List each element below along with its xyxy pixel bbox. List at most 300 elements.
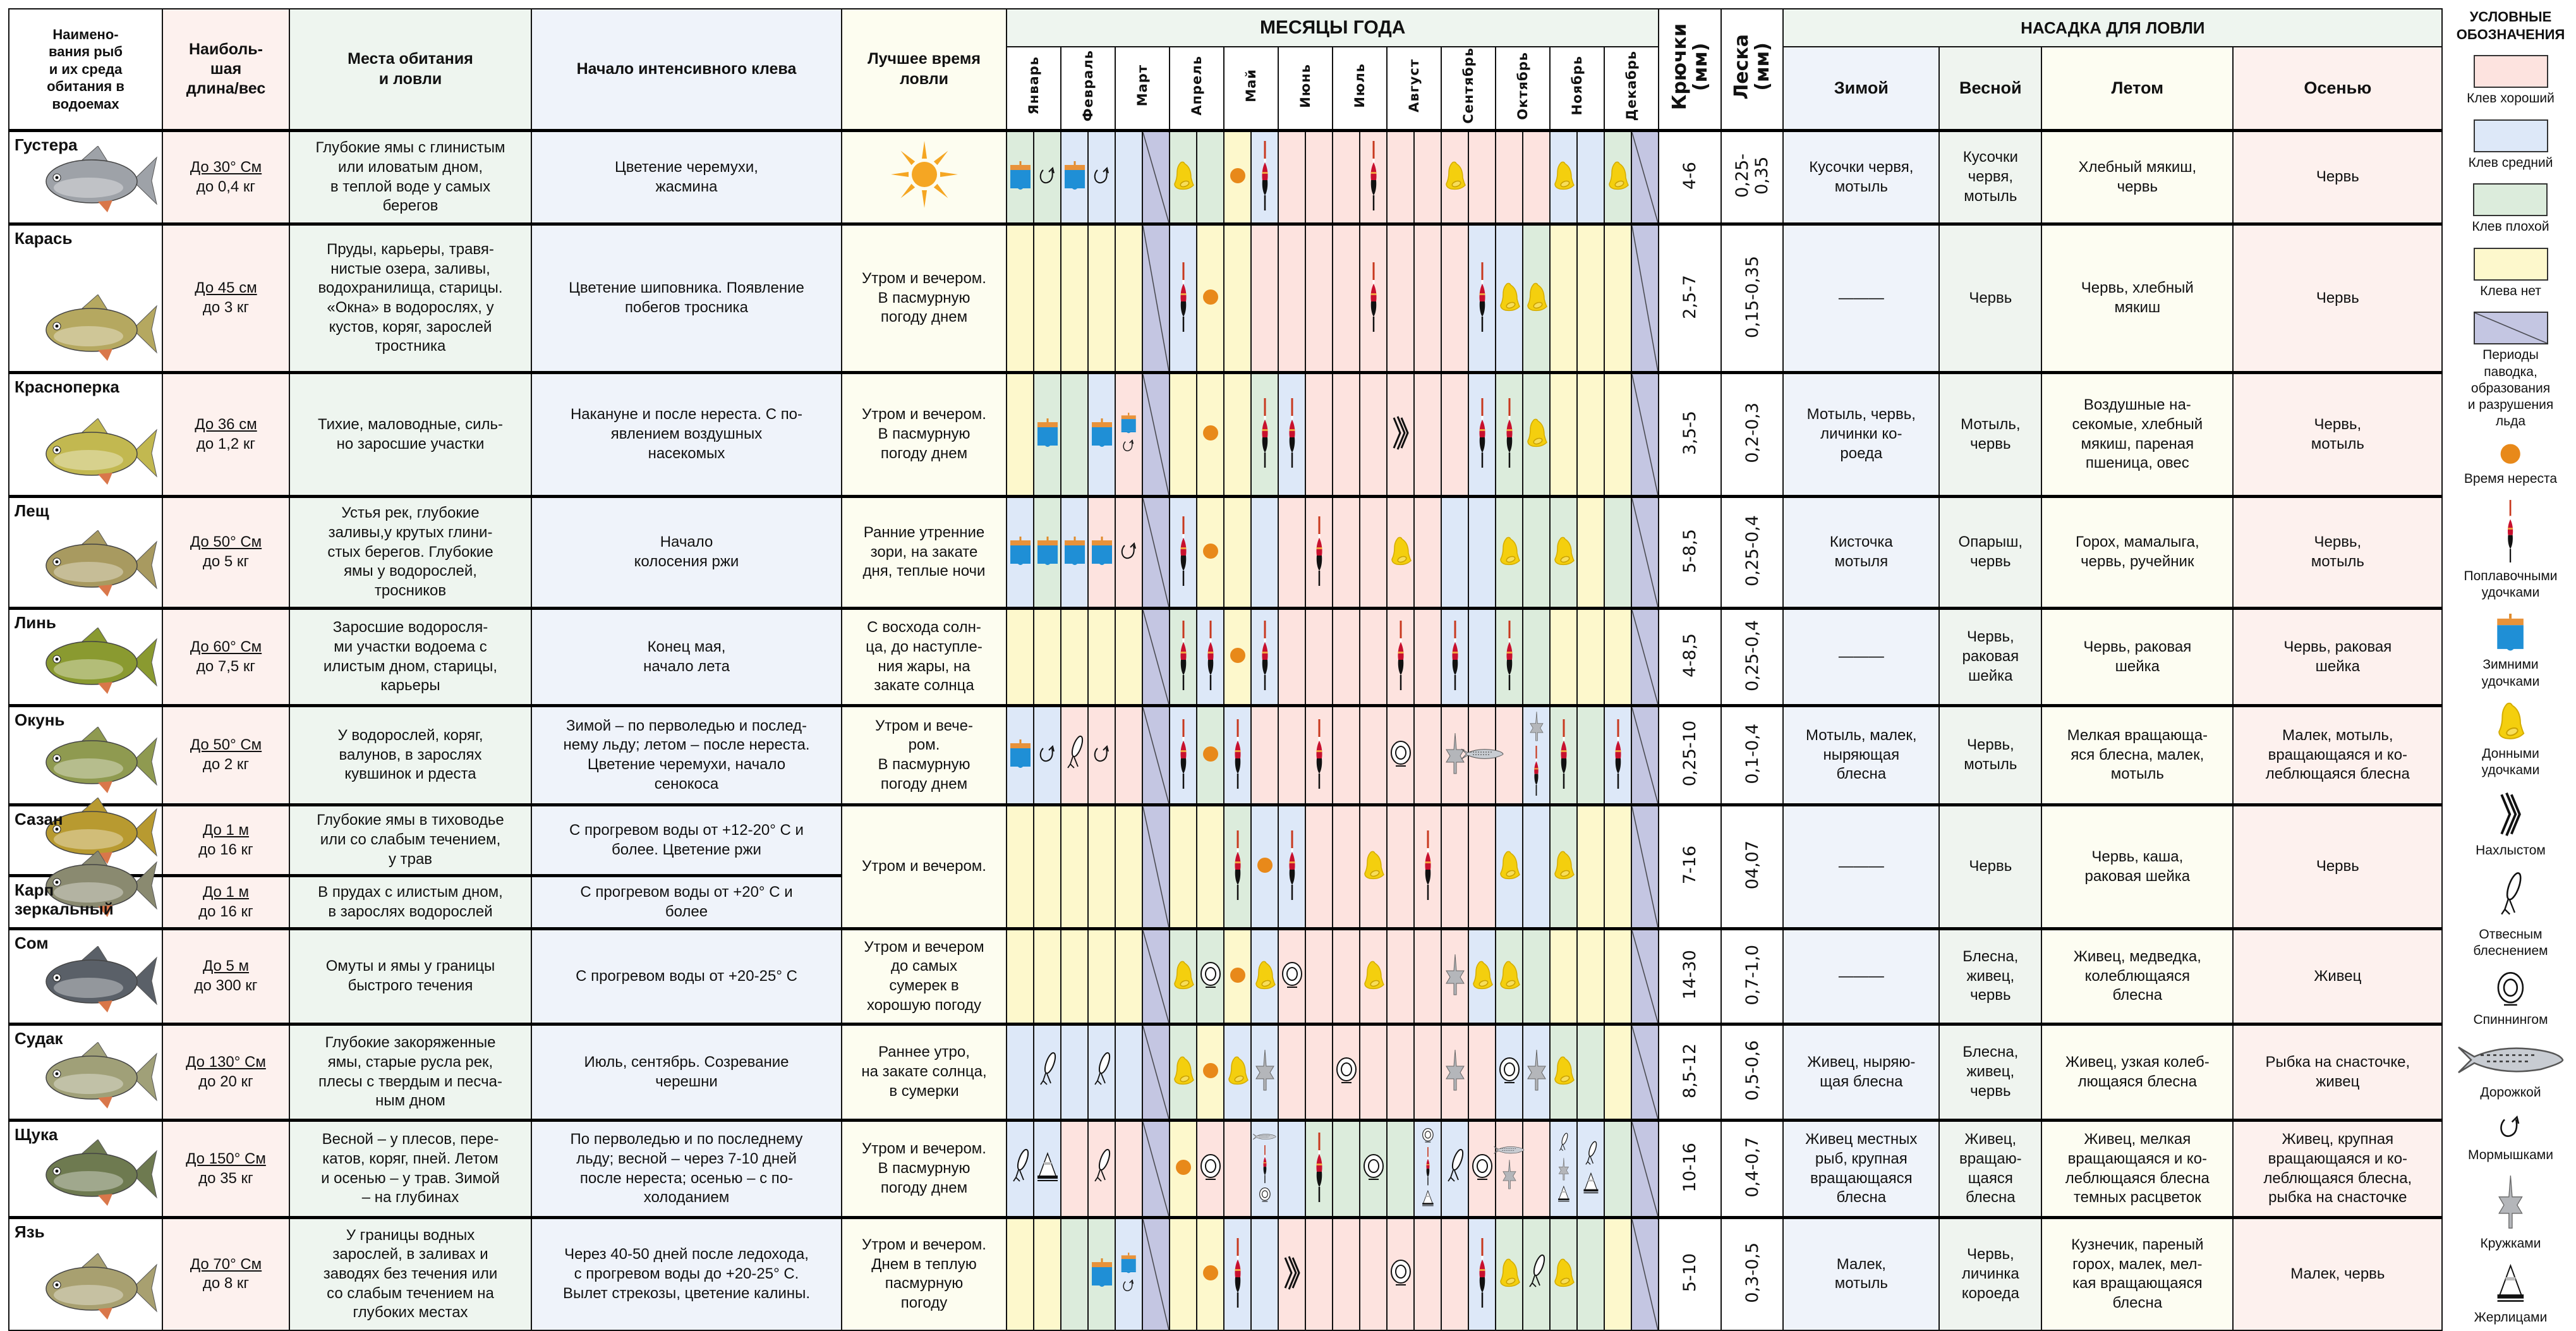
habitat-cell: У границы водных зарослей, в заливах и заводях без течения или со слабым течением на глубоких местах (289, 1218, 531, 1330)
header-hooks-label: Крючки (мм) (1668, 23, 1712, 110)
bite-cell (1577, 373, 1604, 497)
fish-name: Судак (15, 1029, 63, 1048)
spinning-icon (1199, 962, 1222, 992)
float-icon (1425, 1147, 1431, 1189)
bite-cell (1170, 1218, 1197, 1330)
winter-rod-icon (1037, 537, 1058, 569)
fish-name-cell (9, 373, 162, 497)
line-cell (1721, 224, 1783, 373)
header-bait-autumn: Осенью (2233, 47, 2442, 131)
bite-cell (1305, 929, 1333, 1024)
trolling-fish-icon (2455, 1041, 2566, 1082)
bite-cell (1142, 609, 1170, 706)
fish-name: Язь (15, 1222, 45, 1242)
jig-icon (1121, 1278, 1136, 1296)
bite-cell (1468, 609, 1496, 706)
bite-cell (1333, 497, 1360, 609)
bite-cell (1496, 224, 1523, 373)
max-weight: до 300 кг (194, 977, 258, 995)
month-name: Март (1134, 64, 1150, 107)
header-bait-spring: Весной (1939, 47, 2041, 131)
legend-item (2464, 442, 2557, 488)
bite-cell (1170, 1024, 1197, 1121)
bite-cell (1387, 131, 1414, 224)
fish-name: Щука (15, 1125, 58, 1145)
habitat-cell: Омуты и ямы у границы быстрого течения (289, 929, 531, 1024)
line-size: 0,7-1,0 (1742, 944, 1762, 1006)
bite-cell (1007, 1024, 1034, 1121)
best-time-cell: Утром и вечером. (842, 805, 1007, 929)
bite-cell (1414, 805, 1441, 929)
spinning-icon (1389, 741, 1412, 770)
bite-cell (1496, 373, 1523, 497)
bite-cell (1007, 1121, 1034, 1218)
sun-icon (890, 196, 959, 213)
hooks-cell (1659, 497, 1721, 609)
bell-icon (1362, 851, 1385, 883)
bite-cell (1468, 131, 1496, 224)
fish-name: Густера (15, 135, 78, 155)
month-header (1061, 47, 1115, 131)
float-icon (1504, 621, 1515, 693)
bite-cell (1115, 706, 1142, 805)
bell-icon (1607, 161, 1630, 193)
fish-name: Красноперка (15, 377, 119, 397)
bite-cell (1550, 609, 1577, 706)
hooks-size: 5-8,5 (1680, 528, 1700, 573)
bite-cell (1034, 706, 1061, 805)
fish-illustration (38, 1140, 158, 1212)
bite-cell (1604, 131, 1631, 224)
bite-cell (1414, 1121, 1441, 1218)
line-cell (1721, 1024, 1783, 1121)
legend-label: Зимними удочками (2481, 657, 2540, 689)
bite-cell (1061, 1218, 1088, 1330)
month-name: Сентябрь (1460, 47, 1476, 124)
bite-cell (1631, 929, 1659, 1024)
balancer-lure-icon (1065, 735, 1084, 776)
bait-winter-cell: Живец, ныряю- щая блесна (1783, 1024, 1939, 1121)
spinning-icon (1471, 1154, 1494, 1184)
fish-illustration (38, 146, 158, 219)
balancer-lure-icon (1558, 1133, 1569, 1157)
bite-cell (1333, 1024, 1360, 1121)
fish-row (9, 805, 2442, 876)
bite-cell (1088, 929, 1115, 1024)
bite-cell (1251, 929, 1278, 1024)
bite-cell (1523, 929, 1550, 1024)
legend-label: Периоды паводка, образования и разрушения льда (2467, 348, 2554, 429)
bite-cell (1414, 1218, 1441, 1330)
bait-spring-cell: Червь, личинка короеда (1939, 1218, 2041, 1330)
bite-cell (1550, 1024, 1577, 1121)
baits-title: НАСАДКА ДЛЯ ЛОВЛИ (1783, 9, 2442, 47)
bite-cell (1414, 1024, 1441, 1121)
bite-start-cell: Накануне и после нереста. С по- явлением воздушных насекомых (531, 373, 842, 497)
bite-cell (1197, 497, 1224, 609)
bite-cell (1088, 805, 1115, 929)
bait-spring-cell: Червь, раковая шейка (1939, 609, 2041, 706)
spinning-icon (1199, 1154, 1222, 1184)
bite-cell (1523, 706, 1550, 805)
legend-item (2468, 1113, 2553, 1163)
bait-winter-cell: Живец местных рыб, крупная вращающаяся блесна (1783, 1121, 1939, 1218)
bite-cell (1360, 805, 1387, 929)
bite-cell (1115, 131, 1142, 224)
bite-cell (1550, 373, 1577, 497)
month-header (1550, 47, 1604, 131)
bite-cell (1496, 609, 1523, 706)
bait-winter-cell: ——— (1783, 609, 1939, 706)
bite-cell (1197, 706, 1224, 805)
float-icon (1368, 141, 1379, 214)
spawn-dot-icon (1202, 745, 1219, 766)
bite-cell (1360, 373, 1387, 497)
bite-cell (1061, 1024, 1088, 1121)
bait-autumn-cell: Малек, червь (2233, 1218, 2442, 1330)
bite-cell (1550, 1218, 1577, 1330)
bite-cell (1387, 805, 1414, 929)
fish-name-cell (9, 131, 162, 224)
spinning-icon (1259, 1188, 1271, 1205)
legend-item (2455, 1041, 2566, 1101)
bite-cell (1170, 224, 1197, 373)
line-size: 0,5-0,6 (1742, 1040, 1762, 1101)
bite-cell (1224, 224, 1251, 373)
bite-cell (1333, 609, 1360, 706)
bite-cell (1523, 373, 1550, 497)
bell-icon (1552, 1056, 1575, 1088)
fishing-calendar-table (8, 8, 2443, 1331)
winter-rod-icon (1010, 161, 1031, 193)
bite-cell (1414, 497, 1441, 609)
hooks-cell (1659, 609, 1721, 706)
bait-summer-cell: Живец, медведка, колеблющаяся блесна (2041, 929, 2233, 1024)
fish-name-cell (9, 1218, 162, 1330)
hooks-size: 5-10 (1680, 1253, 1700, 1292)
float-icon (1232, 719, 1243, 792)
best-time-cell: Ранние утренние зори, на закате дня, теплые ночи (842, 497, 1007, 609)
bite-cell (1360, 706, 1387, 805)
bite-cell (1468, 805, 1496, 929)
bite-cell (1631, 1121, 1659, 1218)
month-name: Октябрь (1515, 51, 1530, 120)
bite-cell (1170, 609, 1197, 706)
bite-cell (1197, 373, 1224, 497)
bait-autumn-cell: Малек, мотыль, вращающаяся и ко- леблющаяся блесна (2233, 706, 2442, 805)
bait-autumn-cell: Живец (2233, 929, 2442, 1024)
bite-cell (1360, 1218, 1387, 1330)
bait-summer-cell: Хлебный мякиш, червь (2041, 131, 2233, 224)
legend-item (2464, 500, 2557, 602)
max-length: До 45 см (195, 279, 257, 297)
line-size: 0,25- 0,35 (1732, 154, 1772, 198)
spinning-icon (1389, 1260, 1412, 1289)
bite-cell (1197, 805, 1224, 929)
spinning-icon (1422, 1128, 1434, 1146)
float-icon (1532, 746, 1540, 799)
fish-name: Сазан (15, 810, 63, 829)
legend-swatch (2474, 55, 2548, 88)
float-icon (1368, 262, 1379, 335)
balancer-lure-icon (1527, 1254, 1546, 1295)
bait-summer-cell: Кузнечик, пареный горох, малек, мел- кая вращающаяся блесна (2041, 1218, 2233, 1330)
line-cell (1721, 929, 1783, 1024)
winter-rod-icon (1064, 161, 1085, 193)
bite-cell (1142, 805, 1170, 929)
header-name: Наимено- вания рыб и их среда обитания в водоемах (9, 9, 162, 131)
winter-rod-icon (1091, 1258, 1113, 1291)
bite-cell (1414, 609, 1441, 706)
bite-cell (1251, 805, 1278, 929)
bite-cell (1496, 1121, 1523, 1218)
bite-cell (1441, 805, 1468, 929)
kruzhki-star-icon (1444, 733, 1466, 778)
bite-cell (1441, 497, 1468, 609)
bite-cell (1142, 131, 1170, 224)
bite-cell (1197, 224, 1224, 373)
bite-cell (1523, 1024, 1550, 1121)
bite-cell (1197, 929, 1224, 1024)
trolling-fish-icon (1252, 1133, 1277, 1144)
bite-cell (1088, 1024, 1115, 1121)
max-weight: до 16 кг (198, 903, 253, 920)
bite-cell (1523, 1218, 1550, 1330)
bait-winter-cell: Кисточка мотыля (1783, 497, 1939, 609)
spawn-dot-icon (1202, 542, 1219, 563)
float-icon (1178, 621, 1189, 693)
hooks-cell (1659, 131, 1721, 224)
month-name: Январь (1025, 56, 1041, 115)
bite-start-cell: По перволедью и по последнему льду; весной – через 7-10 дней после нереста; осенью – с по- холоданием (531, 1121, 842, 1218)
bite-cell (1523, 224, 1550, 373)
bite-start-cell: Через 40-50 дней после ледохода, с прогревом воды до +20-25° С. Вылет стрекозы, цветение калины. (531, 1218, 842, 1330)
legend-item (2473, 972, 2548, 1029)
bite-cell (1115, 497, 1142, 609)
bite-start-cell: Конец мая, начало лета (531, 609, 842, 706)
line-cell (1721, 1218, 1783, 1330)
bite-cell (1278, 805, 1305, 929)
bite-cell (1278, 373, 1305, 497)
max-weight: до 16 кг (198, 841, 253, 858)
bite-cell (1360, 131, 1387, 224)
max-weight: до 0,4 кг (196, 178, 256, 195)
bell-icon (1498, 851, 1521, 883)
kruzhki-star-icon (1557, 1158, 1570, 1184)
best-time-cell: Утром и вечером до самых сумерек в хорошую погоду (842, 929, 1007, 1024)
bite-cell (1197, 131, 1224, 224)
kruzhki-star-icon (1444, 1050, 1466, 1095)
bite-cell (1251, 1218, 1278, 1330)
float-icon (1259, 398, 1271, 471)
bite-cell (1197, 1024, 1224, 1121)
bite-cell (1251, 609, 1278, 706)
bait-summer-cell: Воздушные на- секомые, хлебный мякиш, пареная пшеница, овес (2041, 373, 2233, 497)
bite-cell (1360, 497, 1387, 609)
max-length: До 1 м (202, 883, 250, 901)
bite-cell (1061, 1121, 1088, 1218)
bite-start-cell: Цветение шиповника. Появление побегов тросника (531, 224, 842, 373)
hooks-size: 8,5-12 (1680, 1043, 1700, 1098)
bite-cell (1577, 131, 1604, 224)
bite-cell (1496, 1218, 1523, 1330)
fish-name-cell (9, 609, 162, 706)
bite-cell (1142, 224, 1170, 373)
float-icon (1477, 398, 1488, 471)
legend-item (2467, 55, 2555, 107)
float-icon (1477, 262, 1488, 335)
fish-name: Карп зеркальный (15, 880, 114, 918)
bite-cell (1224, 373, 1251, 497)
float-icon (1422, 830, 1434, 903)
jig-icon (1037, 743, 1058, 768)
bite-cell (1061, 224, 1088, 373)
hooks-size: 0,25-10 (1680, 720, 1700, 787)
bite-cell (1305, 805, 1333, 929)
hooks-size: 3,5-5 (1680, 411, 1700, 455)
bite-cell (1496, 929, 1523, 1024)
bite-cell (1170, 131, 1197, 224)
bait-winter-cell: Малек, мотыль (1783, 1218, 1939, 1330)
hooks-cell (1659, 1218, 1721, 1330)
bite-cell (1387, 609, 1414, 706)
hooks-size: 4-6 (1680, 161, 1700, 190)
fish-name-cell (9, 706, 162, 805)
bite-cell (1468, 706, 1496, 805)
bait-summer-cell: Живец, мелкая вращающаяся и ко- леблющаяся блесна темных расцветок (2041, 1121, 2233, 1218)
habitat-cell: Глубокие закоряженные ямы, старые русла рек, плесы с твердым и песча- ным дном (289, 1024, 531, 1121)
jig-icon (1037, 165, 1058, 190)
float-icon (1558, 719, 1569, 792)
bite-cell (1523, 1121, 1550, 1218)
bite-cell (1631, 609, 1659, 706)
legend-swatch (2474, 312, 2548, 344)
jig-icon (1091, 165, 1113, 190)
fish-name: Линь (15, 613, 56, 633)
fish-row (9, 224, 2442, 373)
float-icon (1205, 621, 1216, 693)
legend-item (2476, 791, 2546, 860)
fish-illustration (38, 946, 158, 1019)
bell-icon (1498, 283, 1521, 315)
bait-autumn-cell: Червь (2233, 131, 2442, 224)
trolling-fish-icon (1493, 1145, 1525, 1158)
bite-cell (1088, 224, 1115, 373)
bite-cell (1115, 1024, 1142, 1121)
bait-spring-cell: Червь (1939, 224, 2041, 373)
bite-cell (1115, 224, 1142, 373)
bite-cell (1115, 929, 1142, 1024)
legend-swatch (2473, 183, 2548, 216)
bait-spring-cell: Живец, вращаю- щаяся блесна (1939, 1121, 2041, 1218)
bite-cell (1604, 609, 1631, 706)
bait-winter-cell: Мотыль, червь, личинки ко- роеда (1783, 373, 1939, 497)
bell-icon (1389, 537, 1412, 569)
fish-illustration (38, 628, 158, 700)
line-cell (1721, 373, 1783, 497)
legend-label: Клев плохой (2472, 219, 2549, 234)
max-length: До 130° См (186, 1053, 266, 1071)
legend-swatch (2474, 119, 2548, 152)
bite-cell (1468, 373, 1496, 497)
bite-cell (1414, 224, 1441, 373)
bite-cell (1496, 805, 1523, 929)
bell-icon (1254, 961, 1276, 993)
bite-cell (1251, 224, 1278, 373)
fish-illustration (38, 295, 158, 367)
hooks-cell (1659, 224, 1721, 373)
bite-cell (1333, 131, 1360, 224)
spawn-dot-icon (1256, 856, 1274, 877)
header-hooks (1659, 9, 1721, 131)
month-name: Февраль (1080, 49, 1096, 122)
bite-cell (1496, 706, 1523, 805)
bite-cell (1414, 373, 1441, 497)
bite-cell (1631, 497, 1659, 609)
jig-icon (1121, 438, 1136, 456)
winter-rod-icon (1091, 537, 1113, 569)
bite-cell (1007, 1218, 1034, 1330)
header-length: Наиболь- шая длина/вес (162, 9, 289, 131)
zherlitsa-triangle-icon (1557, 1186, 1570, 1205)
bite-cell (1468, 1218, 1496, 1330)
balancer-lure-icon (1011, 1148, 1030, 1189)
winter-rod-icon (1091, 418, 1113, 451)
legend-label: Жерлицами (2474, 1310, 2548, 1325)
bite-cell (1441, 929, 1468, 1024)
bite-cell (1441, 224, 1468, 373)
bite-cell (1034, 1024, 1061, 1121)
bite-cell (1197, 1218, 1224, 1330)
bite-cell (1387, 1121, 1414, 1218)
spawn-dot-icon (2499, 442, 2522, 468)
line-size: 0,2-0,3 (1742, 403, 1762, 463)
bite-cell (1034, 224, 1061, 373)
bell-icon (1172, 1056, 1195, 1088)
bite-cell (1333, 706, 1360, 805)
bite-cell (1604, 373, 1631, 497)
legend-label: Нахлыстом (2476, 843, 2546, 858)
bite-start-cell: С прогревом воды от +20-25° С (531, 929, 842, 1024)
bite-cell (1007, 497, 1034, 609)
bite-cell (1088, 706, 1115, 805)
size-cell (162, 609, 289, 706)
bite-cell (1170, 706, 1197, 805)
bite-cell (1224, 929, 1251, 1024)
kruzhki-star-icon (1528, 712, 1545, 745)
fish-row (9, 609, 2442, 706)
bite-cell (1007, 805, 1034, 929)
max-weight: до 1,2 кг (196, 435, 256, 453)
bite-cell (1631, 1218, 1659, 1330)
bite-cell (1305, 373, 1333, 497)
fish-name: Карась (15, 229, 73, 248)
float-icon (1314, 516, 1325, 589)
bite-cell (1170, 805, 1197, 929)
bite-cell (1468, 1121, 1496, 1218)
bait-autumn-cell: Червь, мотыль (2233, 373, 2442, 497)
max-length: До 1 м (202, 821, 250, 839)
spawn-dot-icon (1175, 1158, 1192, 1179)
legend-item (2474, 1264, 2548, 1326)
bite-cell (1278, 131, 1305, 224)
legend (2445, 8, 2576, 1326)
bite-cell (1577, 1218, 1604, 1330)
bite-cell (1034, 373, 1061, 497)
max-length: До 60° См (190, 638, 262, 655)
fish-name-cell (9, 1024, 162, 1121)
bite-cell (1224, 805, 1251, 929)
